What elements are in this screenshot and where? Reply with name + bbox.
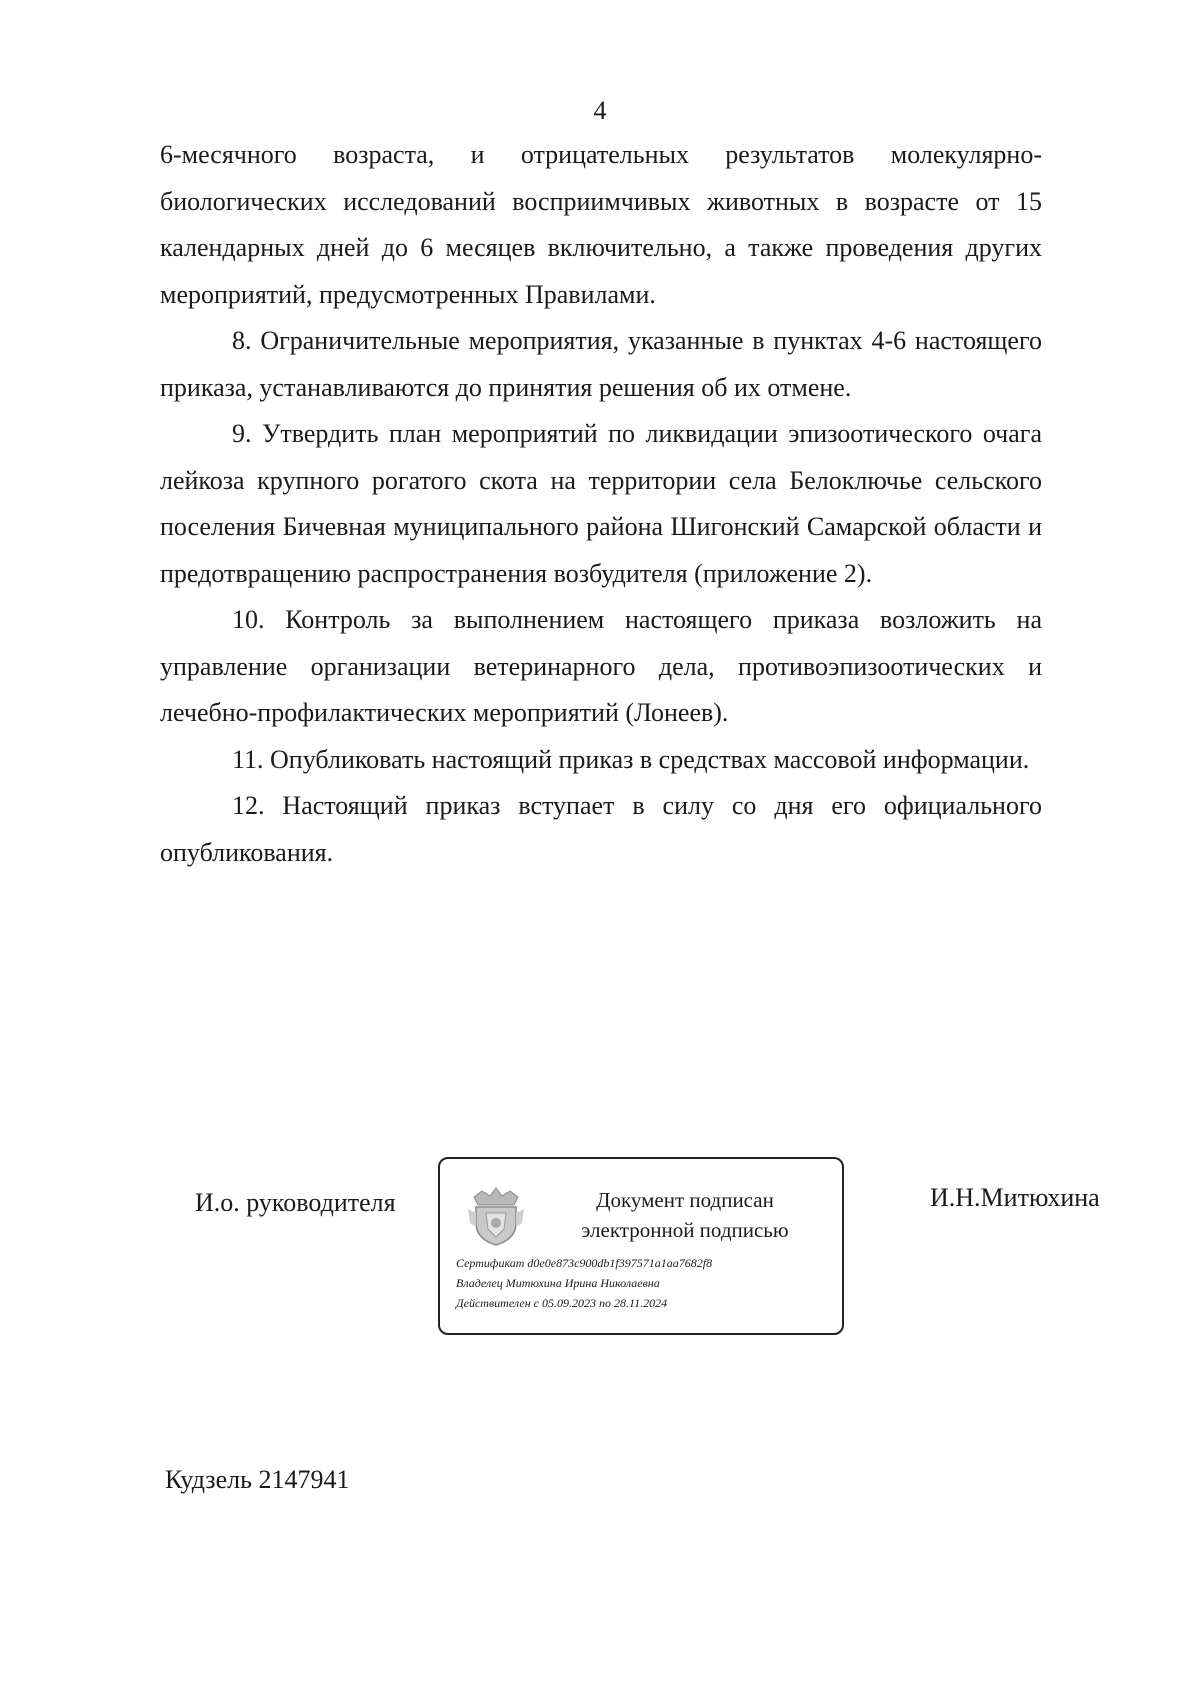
- stamp-certificate: Сертификат d0e0e873c900db1f397571a1aa7682f8: [456, 1256, 713, 1270]
- paragraph-12: 12. Настоящий приказ вступает в силу со дня его официального опубликования.: [160, 791, 1042, 867]
- coat-of-arms-icon: [464, 1183, 528, 1249]
- signatory-name: И.Н.Митюхина: [930, 1183, 1100, 1212]
- page-number: 4: [593, 96, 607, 125]
- stamp-validity: Действителен с 05.09.2023 по 28.11.2024: [456, 1296, 668, 1310]
- stamp-heading: Документ подписан электронной подписью: [581, 1188, 789, 1242]
- document-body: [160, 132, 1042, 876]
- executor-note: Кудзель 2147941: [165, 1465, 350, 1494]
- electronic-signature-stamp: [438, 1157, 844, 1335]
- paragraph-10: 10. Контроль за выполнением настоящего приказа возложить на управление организации ветеринарного дела, противоэпизоотических и лечебно-профилактических мероприятий (Лонеев).: [160, 605, 1042, 727]
- paragraph-7-continuation: 6-месячного возраста, и отрицательных результатов молекулярно-биологических исследований восприимчивых животных в возрасте от 15 календарных дней до 6 месяцев включительно, а также проведения других мероприятий, предусмотренных Правилами.: [160, 140, 1042, 309]
- paragraph-8: 8. Ограничительные мероприятия, указанные в пунктах 4-6 настоящего приказа, устанавливаются до принятия решения об их отмене.: [160, 326, 1042, 402]
- paragraph-9: 9. Утвердить план мероприятий по ликвидации эпизоотического очага лейкоза крупного рогатого скота на территории села Белоключье сельского поселения Бичевная муниципального района Шигонский Самарской области и предотвращению распространения возбудителя (приложение 2).: [160, 419, 1042, 588]
- signatory-position: И.о. руководителя: [195, 1188, 396, 1217]
- stamp-owner: Владелец Митюхина Ирина Николаевна: [456, 1276, 660, 1290]
- paragraph-11: 11. Опубликовать настоящий приказ в средствах массовой информации.: [232, 744, 1030, 774]
